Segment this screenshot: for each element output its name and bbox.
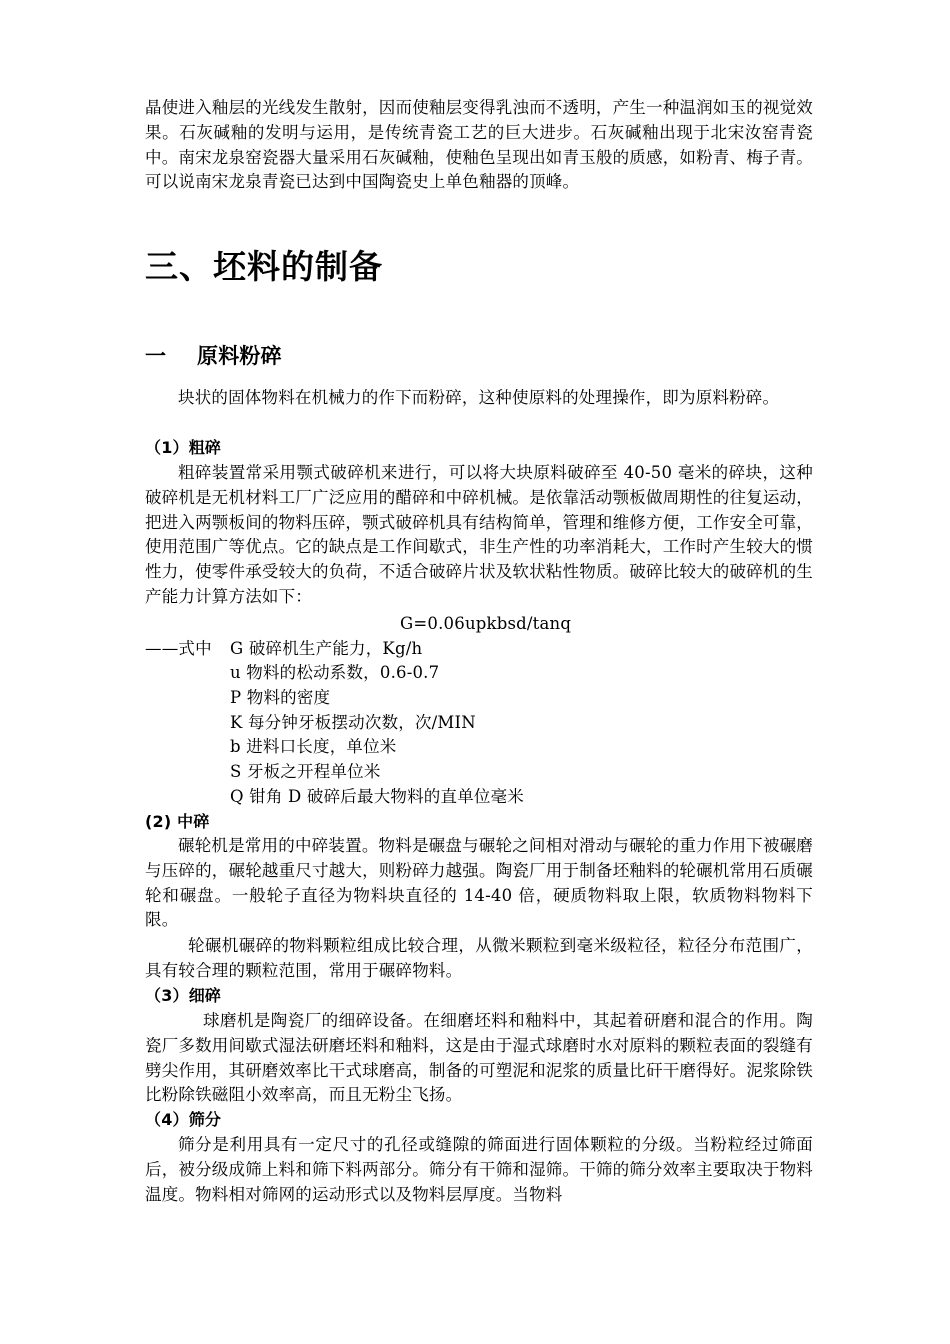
fine-heading: （3）细碎 bbox=[145, 986, 222, 1005]
sieve-heading: （4）筛分 bbox=[145, 1110, 222, 1129]
section-intro-paragraph: 块状的固体物料在机械力的作下而粉碎，这种使原料的处理操作，即为原料粉碎。 bbox=[178, 388, 780, 407]
variable-item: Q 钳角 D 破碎后最大物料的直单位毫米 bbox=[230, 787, 524, 806]
where-label: ——式中 bbox=[145, 639, 212, 658]
variable-item: K 每分钟牙板摆动次数，次/MIN bbox=[230, 713, 476, 732]
medium-heading: (2) 中碎 bbox=[145, 812, 210, 831]
variable-item: u 物料的松动系数，0.6-0.7 bbox=[230, 663, 440, 682]
formula: G=0.06upkbsd/tanq bbox=[400, 614, 572, 633]
medium-paragraph-1: 碾轮机是常用的中碎装置。物料是碾盘与碾轮之间相对滑动与碾轮的重力作用下被碾磨与压碎的，碾轮越重尺寸越大，则粉碎力越强。陶瓷厂用于制备坯釉料的轮碾机常用石质碾轮和碾盘。一般轮子直径为物料块直径的 14-40 倍，硬质物料取上限，软质物料物料下限。 bbox=[145, 836, 813, 930]
coarse-heading: （1）粗碎 bbox=[145, 438, 222, 457]
section-title: 原料粉碎 bbox=[197, 344, 282, 368]
medium-paragraph-2: 轮碾机碾碎的物料颗粒组成比较合理，从微米颗粒到毫米级粒径，粒径分布范围广，具有较合理的颗粒范围，常用于碾碎物料。 bbox=[145, 936, 813, 980]
intro-paragraph: 晶使进入釉层的光线发生散射，因而使釉层变得乳浊而不透明，产生一种温润如玉的视觉效果。石灰碱釉的发明与运用，是传统青瓷工艺的巨大进步。石灰碱釉出现于北宋汝窑青瓷中。南宋龙泉窑瓷器大量采用石灰碱釉，使釉色呈现出如青玉般的质感，如粉青、梅子青。可以说南宋龙泉青瓷已达到中国陶瓷史上单色釉器的顶峰。 bbox=[145, 98, 813, 192]
variable-item: G 破碎机生产能力，Kg/h bbox=[230, 639, 423, 658]
sieve-paragraph: 筛分是利用具有一定尺寸的孔径或缝隙的筛面进行固体颗粒的分级。当粉粒经过筛面后，被分级成筛上料和筛下料两部分。筛分有干筛和湿筛。干筛的筛分效率主要取决于物料温度。物料相对筛网的运动形式以及物料层厚度。当物料 bbox=[145, 1135, 813, 1204]
chapter-title: 三、坯料的制备 bbox=[145, 247, 383, 286]
variable-item: P 物料的密度 bbox=[230, 688, 331, 707]
variable-item: S 牙板之开程单位米 bbox=[230, 762, 381, 781]
section-heading bbox=[145, 341, 282, 371]
coarse-paragraph: 粗碎装置常采用颚式破碎机来进行，可以将大块原料破碎至 40-50 毫米的碎块，这种破碎机是无机材料工厂广泛应用的醋碎和中碎机械。是依靠活动颚板做周期性的往复运动，把进入两颚板间的物料压碎，颚式破碎机具有结构简单，管理和维修方便，工作安全可靠，使用范围广等优点。它的缺点是工作间歇式，非生产性的功率消耗大，工作时产生较大的惯性力，使零件承受较大的负荷，不适合破碎片状及软状粘性物质。破碎比较大的破碎机的生产能力计算方法如下： bbox=[145, 463, 813, 606]
variable-item: b 进料口长度，单位米 bbox=[230, 737, 397, 756]
fine-paragraph: 球磨机是陶瓷厂的细碎设备。在细磨坯料和釉料中，其起着研磨和混合的作用。陶瓷厂多数用间歇式湿法研磨坯料和釉料，这是由于湿式球磨时水对原料的颗粒表面的裂缝有劈尖作用，其研磨效率比干式球磨高，制备的可塑泥和泥浆的质量比矸干磨得好。泥浆除铁比粉除铁磁阻小效率高，而且无粉尘飞扬。 bbox=[145, 1011, 813, 1105]
section-number: 一 bbox=[145, 344, 167, 368]
